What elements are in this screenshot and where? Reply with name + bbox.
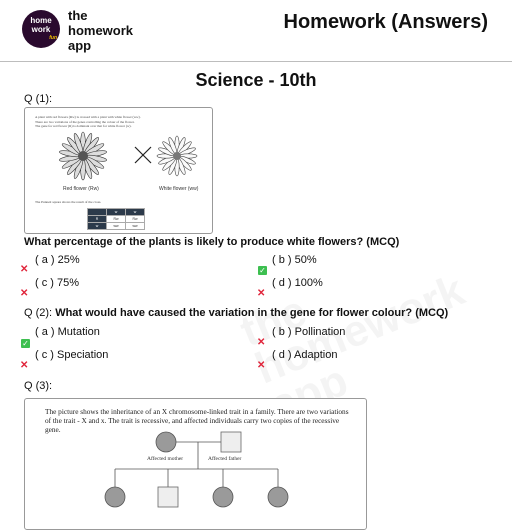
father-caption: Affected father <box>208 456 242 462</box>
option-key: ( d ) <box>272 349 292 361</box>
child-icon <box>158 487 178 507</box>
brand-name <box>68 8 133 53</box>
question-figure <box>24 107 213 234</box>
option-key: ( b ) <box>272 254 292 266</box>
figure-text: A plant with red flowers (Rw) is crossed with a plant with white flower (ww). <box>35 115 141 119</box>
option-d[interactable] <box>272 277 323 289</box>
figure-text: The picture shows the inheritance of an X chromosome-linked trait in a family. There are two variations of the trait - X and x. The trait is recessive, and affected individuals carry two copies of the recessive gene. <box>45 407 349 434</box>
option-key: ( a ) <box>35 254 55 266</box>
child-icon <box>268 487 288 507</box>
pedigree-diagram <box>25 399 366 529</box>
wrong-icon: ✕ <box>20 288 29 299</box>
punnett-cell: Rw <box>126 216 145 223</box>
page-title: Homework (Answers) <box>283 11 488 33</box>
white-flower-icon <box>157 136 197 176</box>
question-figure <box>24 398 367 530</box>
cross-icon <box>135 147 151 163</box>
figure-text: The gene for red flower (R) is dominant over that for white flower (w). <box>35 124 132 129</box>
logo-script: fun <box>49 35 57 41</box>
figure-text: There are two variations of the genes controlling the colour of the flower. <box>35 119 135 124</box>
option-text: Mutation <box>57 326 100 338</box>
option-key: ( a ) <box>35 326 55 338</box>
question-type-tag: (MCQ) <box>366 236 400 248</box>
question-body: What would have caused the variation in the gene for flower colour? <box>55 307 413 319</box>
wrong-icon: ✕ <box>257 360 266 371</box>
question-label: Q (1): <box>24 93 53 105</box>
option-text: 100% <box>294 277 323 289</box>
option-a[interactable] <box>35 326 100 338</box>
red-flower-caption: Red flower (Rw) <box>63 186 99 192</box>
punnett-square <box>87 208 145 230</box>
white-flower-caption: White flower (ww) <box>159 186 199 192</box>
option-key: ( c ) <box>35 349 54 361</box>
option-text: 25% <box>57 254 80 266</box>
option-key: ( b ) <box>272 326 292 338</box>
flower-illustration <box>25 108 212 198</box>
question-text <box>24 307 448 319</box>
wrong-icon: ✕ <box>257 288 266 299</box>
option-text: Speciation <box>57 349 109 361</box>
option-c[interactable] <box>35 349 108 361</box>
punnett-cell: ww <box>107 223 126 230</box>
punnett-cell: w <box>126 209 145 216</box>
option-d[interactable] <box>272 349 337 361</box>
child-icon <box>213 487 233 507</box>
punnett-cell <box>88 209 107 216</box>
option-key: ( d ) <box>272 277 292 289</box>
question-label: Q (3): <box>24 380 53 392</box>
option-text: Adaption <box>294 349 338 361</box>
question-text <box>24 236 399 248</box>
brand-line: the <box>68 8 88 23</box>
check-icon: ✓ <box>259 266 266 275</box>
subject-title: Science - 10th <box>195 70 317 90</box>
option-text: 50% <box>294 254 317 266</box>
option-b[interactable] <box>272 326 345 338</box>
question-body: What percentage of the plants is likely to produce white flowers? <box>24 236 364 248</box>
wrong-icon: ✕ <box>20 264 29 275</box>
brand-line: homework <box>68 23 134 38</box>
punnett-cell: w <box>88 223 107 230</box>
check-icon: ✓ <box>22 339 29 348</box>
wrong-icon: ✕ <box>257 337 266 348</box>
punnett-cell: Rw <box>107 216 126 223</box>
punnett-cell: ww <box>126 223 145 230</box>
option-c[interactable] <box>35 277 79 289</box>
logo-text <box>25 16 57 43</box>
option-text: 75% <box>57 277 80 289</box>
question-type-tag: (MCQ) <box>415 307 449 319</box>
option-b[interactable] <box>272 254 317 266</box>
father-icon <box>221 432 241 452</box>
punnett-cell: w <box>107 209 126 216</box>
option-a[interactable] <box>35 254 80 266</box>
mother-caption: Affected mother <box>147 456 184 462</box>
logo-line: home <box>30 16 52 25</box>
header-divider <box>0 61 512 62</box>
logo-line: work <box>31 25 51 34</box>
punnett-text: The Punnett square shows the result of the cross. <box>35 200 102 204</box>
brand-line: app <box>68 38 92 53</box>
question-label: Q (2): <box>24 307 53 319</box>
punnett-cell: R <box>88 216 107 223</box>
child-icon <box>105 487 125 507</box>
affected-mother-icon <box>156 432 176 452</box>
red-flower-icon <box>59 132 107 180</box>
option-text: Pollination <box>294 326 346 338</box>
option-key: ( c ) <box>35 277 54 289</box>
wrong-icon: ✕ <box>20 360 29 371</box>
